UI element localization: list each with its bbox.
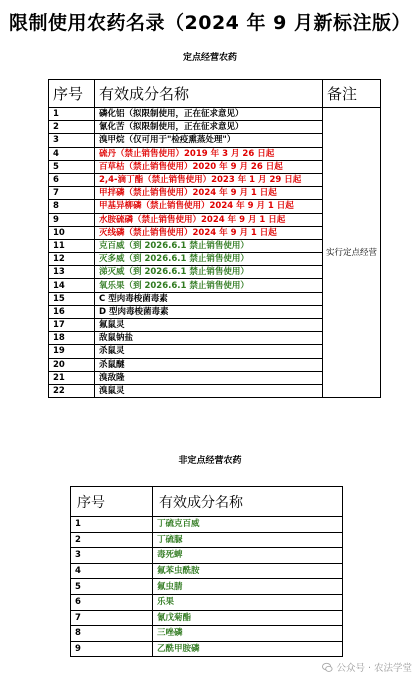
row-serial: 8 [71, 626, 153, 642]
table-row [71, 548, 343, 564]
page-title: 限制使用农药名录（2024 年 9 月新标注版） [9, 12, 411, 34]
section2-heading: 非定点经营农药 [178, 456, 242, 466]
row-ingredient: 溴甲烷（仅可用于"检疫熏蒸处理"） [95, 134, 323, 147]
restricted-pesticide-table [48, 79, 381, 398]
row-serial: 2 [49, 121, 95, 134]
table-row [71, 610, 343, 626]
row-ingredient: 水胺硫磷（禁止销售使用）2024 年 9 月 1 日起 [95, 213, 323, 226]
row-ingredient: 2,4-滴丁酯（禁止销售使用）2023 年 1 月 29 日起 [95, 173, 323, 186]
table-row [49, 108, 381, 121]
row-serial: 4 [49, 147, 95, 160]
header-ingredient: 有效成分名称 [153, 487, 343, 517]
table-row [71, 563, 343, 579]
row-ingredient: 磷化铝（拟限制使用，正在征求意见） [95, 108, 323, 121]
row-ingredient: 硫丹（禁止销售使用）2019 年 3 月 26 日起 [95, 147, 323, 160]
row-ingredient: 乐果 [153, 594, 343, 610]
row-serial: 17 [49, 319, 95, 332]
watermark [322, 660, 412, 674]
row-ingredient: 氰戊菊酯 [153, 610, 343, 626]
non-designated-pesticide-table [70, 486, 343, 657]
row-serial: 15 [49, 292, 95, 305]
row-ingredient: C 型肉毒梭菌毒素 [95, 292, 323, 305]
section1-heading: 定点经营农药 [182, 53, 237, 63]
row-serial: 6 [49, 173, 95, 186]
row-ingredient: 杀鼠灵 [95, 345, 323, 358]
row-serial: 16 [49, 305, 95, 318]
row-ingredient: 氰化苦（拟限制使用，正在征求意见） [95, 121, 323, 134]
row-serial: 9 [71, 641, 153, 657]
row-ingredient: 溴鼠灵 [95, 384, 323, 397]
row-ingredient: 丁硫克百威 [153, 517, 343, 533]
row-serial: 14 [49, 279, 95, 292]
wechat-icon [322, 662, 333, 673]
row-ingredient: 三唑磷 [153, 626, 343, 642]
row-serial: 22 [49, 384, 95, 397]
row-serial: 3 [71, 548, 153, 564]
table-row [71, 532, 343, 548]
row-ingredient: 甲基异柳磷（禁止销售使用）2024 年 9 月 1 日起 [95, 200, 323, 213]
row-serial: 2 [71, 532, 153, 548]
row-note: 实行定点经营 [323, 108, 381, 398]
row-serial: 1 [49, 108, 95, 121]
header-serial: 序号 [49, 80, 95, 108]
row-ingredient: 百草枯（禁止销售使用）2020 年 9 月 26 日起 [95, 160, 323, 173]
row-ingredient: 克百威（到 2026.6.1 禁止销售使用） [95, 239, 323, 252]
row-serial: 6 [71, 594, 153, 610]
row-serial: 10 [49, 226, 95, 239]
row-serial: 20 [49, 358, 95, 371]
row-ingredient: 氟苯虫酰胺 [153, 563, 343, 579]
row-ingredient: 杀鼠醚 [95, 358, 323, 371]
row-serial: 7 [49, 187, 95, 200]
table-row [71, 517, 343, 533]
row-serial: 5 [49, 160, 95, 173]
table-header-row [49, 80, 381, 108]
row-serial: 11 [49, 239, 95, 252]
row-ingredient: 氟虫腈 [153, 579, 343, 595]
row-ingredient: 涕灭威（到 2026.6.1 禁止销售使用） [95, 266, 323, 279]
row-ingredient: 灭线磷（禁止销售使用）2024 年 9 月 1 日起 [95, 226, 323, 239]
row-serial: 5 [71, 579, 153, 595]
table-row [71, 594, 343, 610]
table-row [71, 579, 343, 595]
row-ingredient: 灭多威（到 2026.6.1 禁止销售使用） [95, 253, 323, 266]
row-ingredient: 氟鼠灵 [95, 319, 323, 332]
row-serial: 7 [71, 610, 153, 626]
header-ingredient: 有效成分名称 [95, 80, 323, 108]
row-ingredient: 甲拌磷（禁止销售使用）2024 年 9 月 1 日起 [95, 187, 323, 200]
row-ingredient: 丁硫脲 [153, 532, 343, 548]
table-row [71, 626, 343, 642]
row-serial: 13 [49, 266, 95, 279]
row-serial: 4 [71, 563, 153, 579]
row-serial: 12 [49, 253, 95, 266]
row-serial: 18 [49, 332, 95, 345]
row-ingredient: 敌鼠钠盐 [95, 332, 323, 345]
row-ingredient: 氧乐果（到 2026.6.1 禁止销售使用） [95, 279, 323, 292]
row-ingredient: 溴敌隆 [95, 371, 323, 384]
row-ingredient: D 型肉毒梭菌毒素 [95, 305, 323, 318]
header-note: 备注 [323, 80, 381, 108]
row-serial: 1 [71, 517, 153, 533]
row-serial: 19 [49, 345, 95, 358]
row-ingredient: 毒死蜱 [153, 548, 343, 564]
row-serial: 8 [49, 200, 95, 213]
row-serial: 3 [49, 134, 95, 147]
row-serial: 9 [49, 213, 95, 226]
table-row [71, 641, 343, 657]
row-serial: 21 [49, 371, 95, 384]
row-ingredient: 乙酰甲胺磷 [153, 641, 343, 657]
header-serial: 序号 [71, 487, 153, 517]
table-header-row [71, 487, 343, 517]
watermark-text: 公众号 · 农法学堂 [336, 663, 412, 674]
